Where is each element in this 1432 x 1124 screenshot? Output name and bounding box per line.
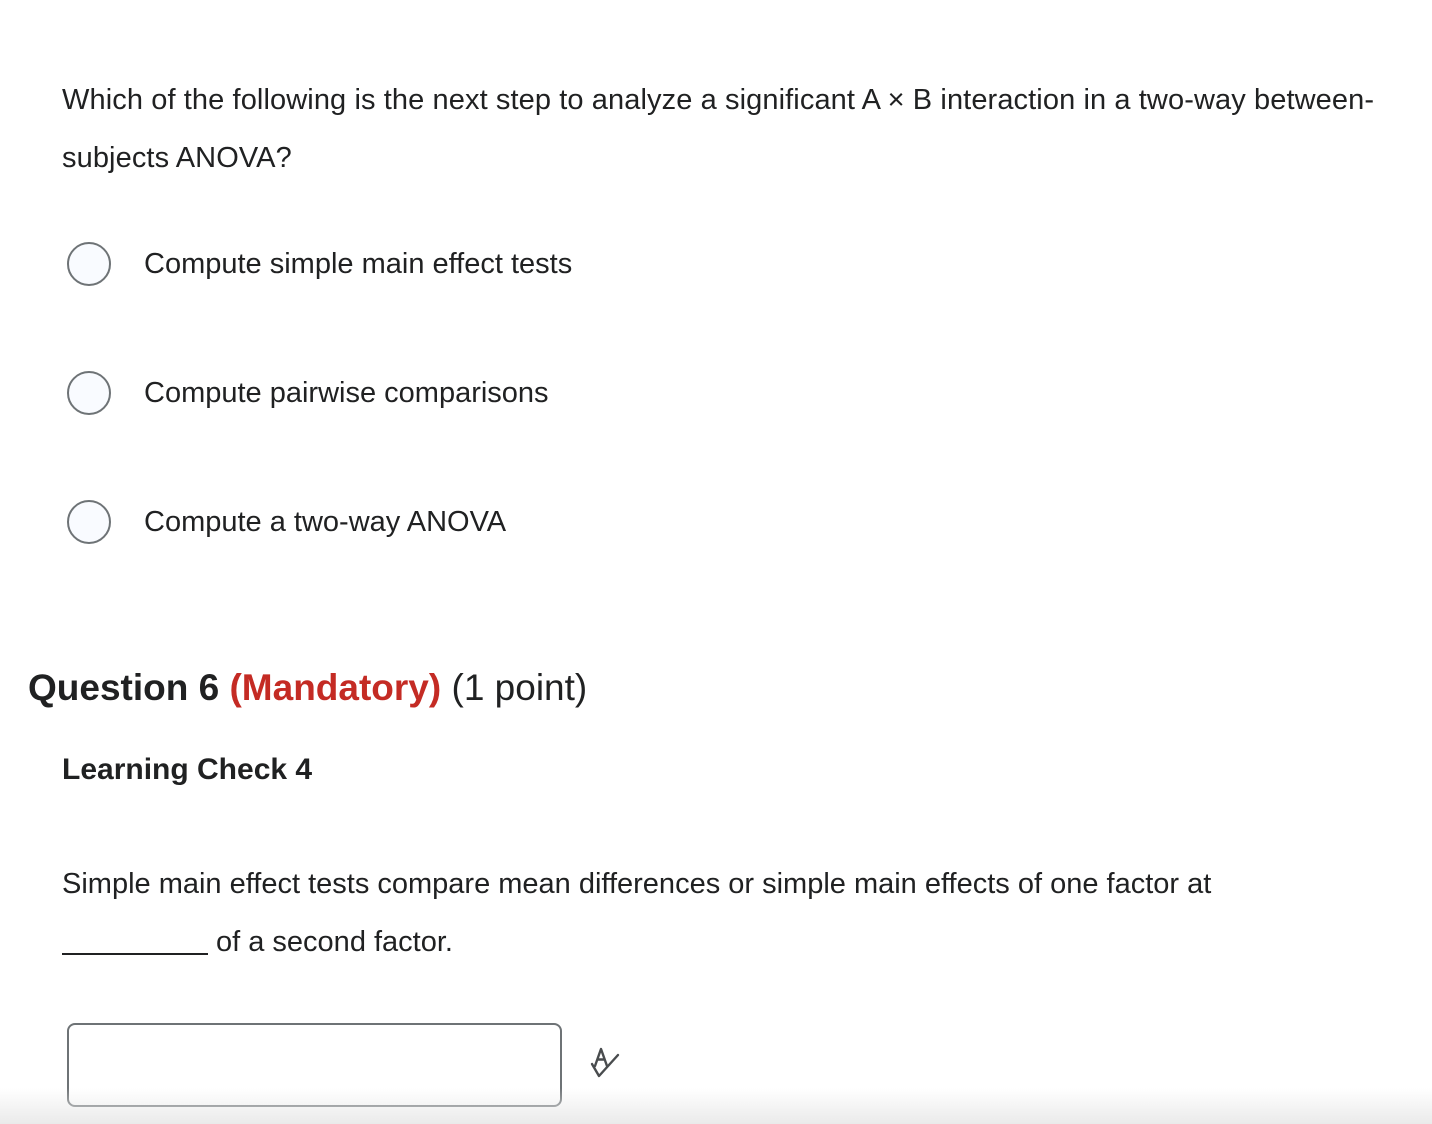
radio-button-1[interactable] <box>67 242 111 286</box>
fill-in-question-text <box>62 855 1412 971</box>
radio-button-3[interactable] <box>67 500 111 544</box>
spellcheck-icon[interactable] <box>588 1042 630 1084</box>
question-heading <box>28 663 587 713</box>
question-text-before-blank: Simple main effect tests compare mean differences or simple main effects of one factor at <box>62 868 1212 900</box>
mandatory-label: (Mandatory) <box>229 667 442 708</box>
section-title: Learning Check 4 <box>62 753 313 786</box>
answer-option-3[interactable] <box>67 498 506 546</box>
question-text-after-blank: of a second factor. <box>216 926 453 958</box>
answer-option-2[interactable] <box>67 369 549 417</box>
blank-line <box>62 952 208 955</box>
answer-option-1[interactable] <box>67 240 572 288</box>
radio-button-2[interactable] <box>67 371 111 415</box>
question-text: Which of the following is the next step to analyze a significant A × B interaction in a two-way between-subjects ANOVA? <box>62 84 1375 174</box>
question-number: Question 6 <box>28 667 220 708</box>
points-label: (1 point) <box>451 667 588 708</box>
option-label-2: Compute pairwise comparisons <box>144 377 549 409</box>
answer-input[interactable] <box>67 1023 562 1107</box>
option-label-3: Compute a two-way ANOVA <box>144 506 507 538</box>
option-label-1: Compute simple main effect tests <box>144 248 573 280</box>
